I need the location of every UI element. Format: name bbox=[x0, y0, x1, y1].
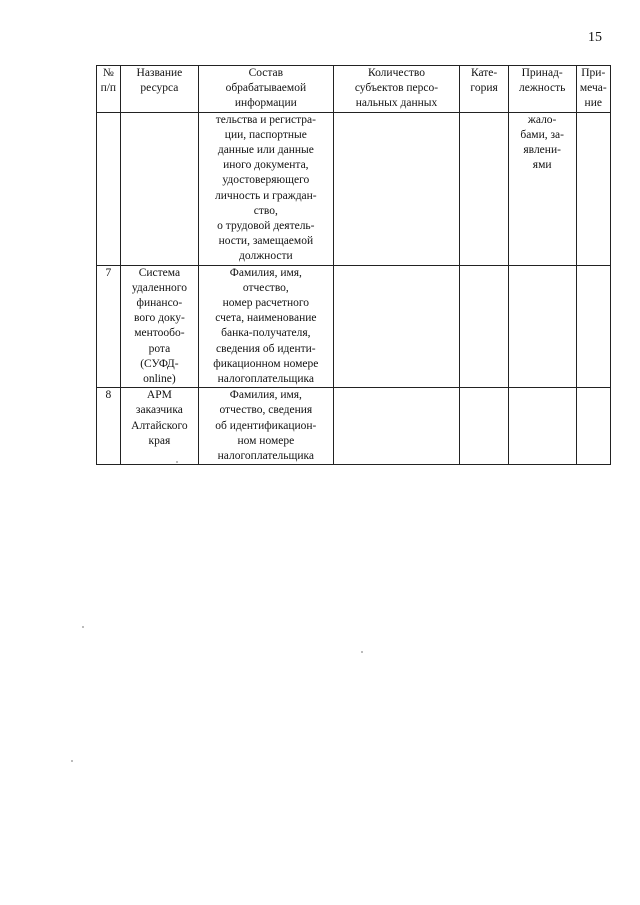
cell-subject-count bbox=[333, 388, 460, 465]
header-resource-name: Название ресурса bbox=[120, 66, 198, 113]
cell-num bbox=[97, 112, 121, 265]
header-subject-count: Количество субъектов персо- нальных данных bbox=[333, 66, 460, 113]
cell-ownership bbox=[508, 265, 576, 388]
cell-category bbox=[460, 388, 508, 465]
cell-resource-name: Система удаленного финансо- вого доку- ментообо- рота (СУФД- online) bbox=[120, 265, 198, 388]
table-header-row bbox=[97, 66, 611, 113]
scan-speck bbox=[361, 651, 363, 653]
cell-composition: Фамилия, имя, отчество, номер расчетного счета, наименование банка-получателя, сведения об иденти- фикационном номере налогоплательщика bbox=[199, 265, 333, 388]
cell-composition: тельства и регистра- ции, паспортные данные или данные иного документа, удостоверяющего личность и граждан- ство, о трудовой деятель- ности, замещаемой должности bbox=[199, 112, 333, 265]
cell-note bbox=[576, 112, 610, 265]
cell-ownership bbox=[508, 388, 576, 465]
cell-subject-count bbox=[333, 112, 460, 265]
header-num: № п/п bbox=[97, 66, 121, 113]
header-category: Кате- гория bbox=[460, 66, 508, 113]
cell-resource-name bbox=[120, 112, 198, 265]
scan-speck bbox=[176, 461, 178, 463]
scan-speck bbox=[71, 760, 73, 762]
cell-composition: Фамилия, имя, отчество, сведения об идентификацион- ном номере налогоплательщика bbox=[199, 388, 333, 465]
personal-data-resources-table bbox=[96, 65, 611, 465]
table-row bbox=[97, 388, 611, 465]
header-ownership: Принад- лежность bbox=[508, 66, 576, 113]
cell-subject-count bbox=[333, 265, 460, 388]
header-composition: Состав обрабатываемой информации bbox=[199, 66, 333, 113]
cell-category bbox=[460, 112, 508, 265]
cell-ownership: жало- бами, за- явлени- ями bbox=[508, 112, 576, 265]
header-note: При- меча- ние bbox=[576, 66, 610, 113]
cell-num: 8 bbox=[97, 388, 121, 465]
cell-note bbox=[576, 388, 610, 465]
cell-note bbox=[576, 265, 610, 388]
table-row bbox=[97, 112, 611, 265]
cell-category bbox=[460, 265, 508, 388]
cell-resource-name: АРМ заказчика Алтайского края bbox=[120, 388, 198, 465]
table-row bbox=[97, 265, 611, 388]
scan-speck bbox=[82, 626, 84, 628]
cell-num: 7 bbox=[97, 265, 121, 388]
page-number: 15 bbox=[588, 30, 602, 45]
